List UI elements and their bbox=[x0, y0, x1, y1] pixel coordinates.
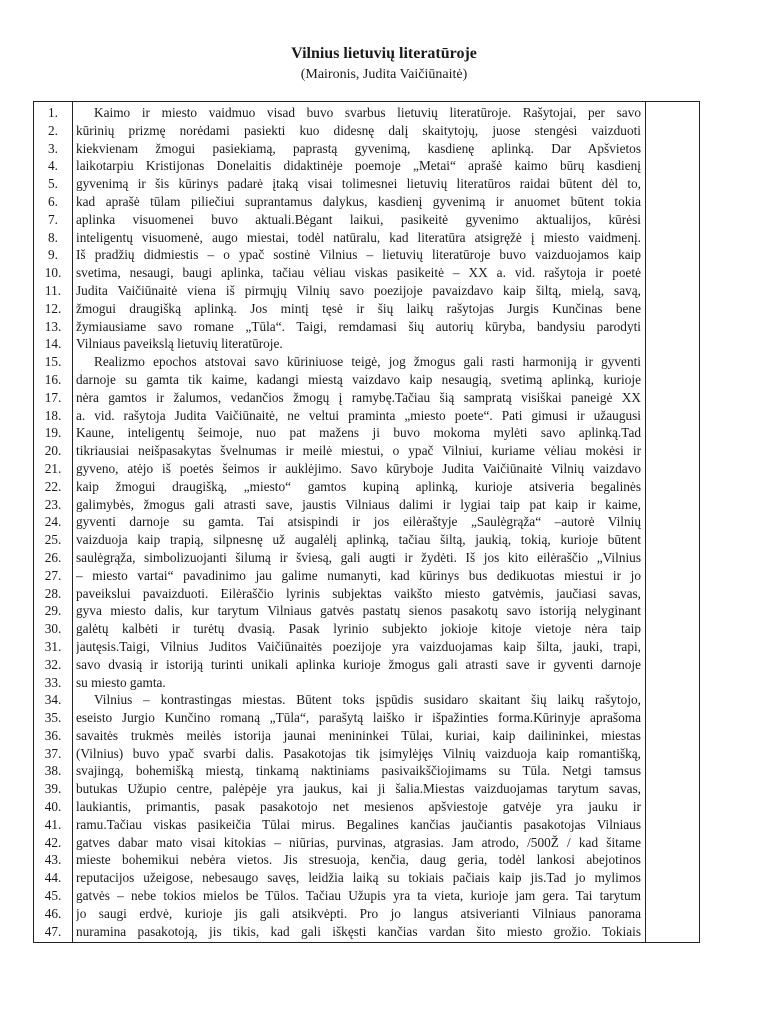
text-line: žmogui draugišką aplinką. Jos mintį tęsė ir šių laikų rašytojas Jurgis Kunčinas bene bbox=[76, 300, 641, 316]
text-line: laukiantis, primantis, pasak pasakotojo net mesienos apšviestoje gatvėje yra jauku ir bbox=[76, 799, 641, 815]
text-line: mieste bohemikui nebėra vietos. Jis stresuoja, kenčia, daug geria, todėl lankosi abejotinos bbox=[76, 852, 641, 868]
text-line: saulėgrąža, simbolizuojanti šilumą ir šviesą, gali augti ir žydėti. Iš jos kito eilėraščio „Vilnius bbox=[76, 549, 641, 565]
line-number: 13. bbox=[44, 318, 62, 334]
text-line: kad aprašė tūlam piliečiui suprantamus dalykus, kasdienį gyvenimą ir anuomet būtent tokia bbox=[76, 193, 641, 209]
page-title: Vilnius lietuvių literatūroje bbox=[291, 45, 477, 62]
column-divider-numbers bbox=[72, 102, 73, 942]
text-line: Kaune, inteligentų šeimoje, nuo pat mažens ji buvo mokoma mylėti savo aplinką.Tad bbox=[76, 425, 641, 441]
line-number: 33. bbox=[44, 674, 62, 690]
text-line: Realizmo epochos atstovai savo kūriniuose teigė, jog žmogus gali rasti harmoniją ir gyventi bbox=[94, 354, 641, 370]
line-number: 1. bbox=[48, 105, 58, 120]
line-number: 35. bbox=[44, 710, 62, 726]
text-line: kūrinių prizmę norėdami pasiekti kuo didesnę dalį skaitytojų, juose stengėsi vaizduoti bbox=[76, 122, 641, 138]
text-line: galėtų kalbėti ir turėtų dvasią. Pasak lyrinio subjekto jokioje kitoje vietoje nėra taip bbox=[76, 621, 641, 637]
text-line: savaitės trukmės meilės istorija jaunai menininkei Tūlai, kuriai, kaip dailininkei, miestas bbox=[76, 727, 641, 743]
text-line: reputacijos užeigose, nebesaugo savęs, leidžia laiką su tokiais pačiais kaip jis.Tad jo mylimos bbox=[76, 870, 641, 886]
line-number: 34. bbox=[44, 692, 62, 708]
line-number: 26. bbox=[44, 549, 62, 565]
text-line: ramu.Tačiau viskas pasikeičia Tūlai mirus. Begalines kančias jaučiantis pasakotojas Vilniaus bbox=[76, 816, 641, 832]
text-line: Vilnius – kontrastingas miestas. Būtent toks įspūdis susidaro skaitant šių laikų rašytojo, bbox=[94, 692, 641, 708]
line-number: 38. bbox=[44, 763, 62, 779]
text-line: – miesto vartai“ pavadinimo jau galime numanyti, kad kūrinys bus dedikuotas miestui ir jo bbox=[76, 567, 641, 583]
text-line: gyveno, atėjo iš poetės šeimos ir auklėjimo. Savo kūryboje Judita Vaičiūnaitė Vilnių vaizdavo bbox=[76, 460, 641, 476]
line-number: 15. bbox=[44, 354, 62, 370]
line-number: 12. bbox=[44, 300, 62, 316]
line-number: 3. bbox=[48, 140, 58, 156]
line-number: 32. bbox=[44, 656, 62, 672]
text-line: gyventi darnoje su gamta. Tai atsispindi ir jos eilėraštyje „Saulėgrąža“ –autorė Vilnių bbox=[76, 514, 641, 530]
text-line: Kaimo ir miesto vaidmuo visad buvo svarbus lietuvių literatūroje. Rašytojai, per savo bbox=[94, 105, 641, 120]
margin-column bbox=[646, 102, 699, 942]
line-number: 5. bbox=[48, 176, 58, 192]
text-line: gatves dabar mato visai kitokias – niūrias, purvinas, atgrasias. Jam atrodo, /500Ž / kad šitame bbox=[76, 834, 641, 850]
text-line: (Vilnius) buvo ypač svarbi dalis. Pasakotojas tik įsimylėjęs Vilnių vaizduoja kaip romantišką, bbox=[76, 745, 641, 761]
text-line: galimybės, žmogus gali atrasti save, jaustis Vilniaus dalimi ir lygiai taip pat kaip ir kaime, bbox=[76, 496, 641, 512]
text-line: gatvės – nebe tokios mielos be Tūlos. Tačiau Užupis yra ta vieta, kurioje jam gera. Tai tarytum bbox=[76, 888, 641, 904]
text-line: svetima, nesaugi, baugi aplinka, tačiau vėliau viskas pasikeitė – XX a. vid. rašytoja ir poetė bbox=[76, 265, 641, 281]
line-number: 45. bbox=[44, 888, 62, 904]
text-line: Judita Vaičiūnaitė viena iš pirmųjų Vilnių savo poezijoje pavaizdavo kaip šiltą, mielą, savą, bbox=[76, 282, 641, 298]
text-line: inteligentų visuomenė, augo miestai, todėl natūralu, kad literatūra atsigręžė į miesto vaidmenį. bbox=[76, 229, 641, 245]
text-line: tikriausiai neišpasakytas švelnumas ir meilė miestui, o ypač Vilniui, kuriame vėliau mokėsi ir bbox=[76, 443, 641, 459]
line-number: 2. bbox=[48, 122, 58, 138]
text-line: svajingą, bohemišką miestą, tinkamą naktiniams pasivaikščiojimams su Tūla. Netgi tamsus bbox=[76, 763, 641, 779]
line-number: 19. bbox=[44, 425, 62, 441]
text-column bbox=[76, 104, 641, 940]
text-line: darnoje su gamta tik kaime, kadangi miestą vaizdavo kaip nesaugią, svetimą aplinką, kurioje bbox=[76, 371, 641, 387]
line-number: 4. bbox=[48, 158, 58, 174]
line-number: 46. bbox=[44, 905, 62, 921]
text-line: kiekvienam žmogui pasiekiamą, paprastą gyvenimą, kasdienę aplinką. Dar Apšvietos bbox=[76, 140, 641, 156]
text-line: savo dvasią ir istoriją turinti unikali aplinka kurioje žmogus gali atrasti save ir gyventi darnoje bbox=[76, 656, 641, 672]
line-number: 18. bbox=[44, 407, 62, 423]
text-line: nėra gamtos ir žalumos, vedančios žmogų į ramybę.Tačiau šią sampratą visiškai paneigė XX bbox=[76, 389, 641, 405]
text-line: Vilniaus paveikslą lietuvių literatūroje. bbox=[76, 336, 283, 352]
text-line: Iš pradžių didmiestis – o ypač sostinė Vilnius – lietuvių literatūroje buvo vaizduojamos kaip bbox=[76, 247, 641, 263]
line-number: 24. bbox=[44, 514, 62, 530]
line-number: 40. bbox=[44, 799, 62, 815]
line-number: 21. bbox=[44, 460, 62, 476]
document-table bbox=[33, 101, 700, 943]
line-number: 31. bbox=[44, 638, 62, 654]
line-number: 39. bbox=[44, 781, 62, 797]
line-number: 27. bbox=[44, 567, 62, 583]
line-number: 7. bbox=[48, 211, 58, 227]
line-number-column bbox=[34, 104, 72, 940]
line-number: 9. bbox=[48, 247, 58, 263]
line-number: 10. bbox=[44, 265, 62, 281]
line-number: 23. bbox=[44, 496, 62, 512]
text-line: kaip žmogui draugišką, „miesto“ gamtos kupiną aplinką, kurioje atsiveria begalinės bbox=[76, 478, 641, 494]
line-number: 42. bbox=[44, 834, 62, 850]
line-number: 11. bbox=[44, 282, 62, 298]
line-number: 36. bbox=[44, 727, 62, 743]
line-number: 37. bbox=[44, 745, 62, 761]
line-number: 17. bbox=[44, 389, 62, 405]
text-line: gyva miesto dalis, kur tarytum Vilniaus gatvės pastatų sienos pasakotų savo istoriją nelyginant bbox=[76, 603, 641, 619]
text-line: gyvenimą ir šis kūrinys padarė įtaką visai tolimesnei lietuvių literatūros raidai būtent dėl to, bbox=[76, 176, 641, 192]
text-line: žymiausiame savo romane „Tūla“. Taigi, remdamasi šių autorių kūryba, bandysiu parodyti bbox=[76, 318, 641, 334]
line-number: 16. bbox=[44, 371, 62, 387]
line-number: 47. bbox=[44, 923, 62, 939]
line-number: 44. bbox=[44, 870, 62, 886]
text-line: eseisto Jurgio Kunčino romaną „Tūla“, parašytą laiško ir išpažinties forma.Kūrinyje aprašoma bbox=[76, 710, 641, 726]
line-number: 14. bbox=[44, 336, 62, 352]
line-number: 25. bbox=[44, 532, 62, 548]
page-subtitle: (Maironis, Judita Vaičiūnaitė) bbox=[300, 67, 468, 82]
line-number: 6. bbox=[48, 193, 58, 209]
line-number: 30. bbox=[44, 621, 62, 637]
text-line: jo saugi erdvė, kurioje jis gali atsikvėpti. Pro jo langus atsiverianti Vilniaus panorama bbox=[76, 905, 641, 921]
text-line: laikotarpiu Kristijonas Donelaitis didaktinėje poemoje „Metai“ aprašė kaimo būrų kasdienį bbox=[76, 158, 641, 174]
text-line: aplinka visuomenei buvo aktuali.Bėgant laikui, pasikeitė gyvenimo aktualijos, kūrėsi bbox=[76, 211, 641, 227]
line-number: 22. bbox=[44, 478, 62, 494]
line-number: 41. bbox=[44, 816, 62, 832]
text-line: jautęsis.Taigi, Vilnius Juditos Vaičiūnaitės poezijoje yra vaizduojamas kaip šilta, jauki, trapi, bbox=[76, 638, 641, 654]
text-line: nuramina pasakotoją, jis tikis, kad gali iškęsti kančias vardan šito miesto grožio. Tokiais bbox=[76, 923, 641, 939]
line-number: 20. bbox=[44, 443, 62, 459]
line-number: 8. bbox=[48, 229, 58, 245]
text-line: paveikslui pavaizduoti. Eilėraščio lyrinis subjektas vaikšto miesto gatvėmis, jaučiasi savas, bbox=[76, 585, 641, 601]
line-number: 43. bbox=[44, 852, 62, 868]
text-line: a. vid. rašytoja Judita Vaičiūnaitė, ne veltui praminta „miesto poete“. Pati gimusi ir užaugusi bbox=[76, 407, 641, 423]
text-line: vaizduoja kaip trapią, silpnesnę už augalėlį aplinką, tačiau šiltą, jaukią, tokią, kurioje būtent bbox=[76, 532, 641, 548]
line-number: 29. bbox=[44, 603, 62, 619]
text-line: butukas Užupio centre, palėpėje yra jaukus, kai ji šalia.Miestas vaizduojamas tarytum savas, bbox=[76, 781, 641, 797]
line-number: 28. bbox=[44, 585, 62, 601]
text-line: su miesto gamta. bbox=[76, 674, 166, 690]
